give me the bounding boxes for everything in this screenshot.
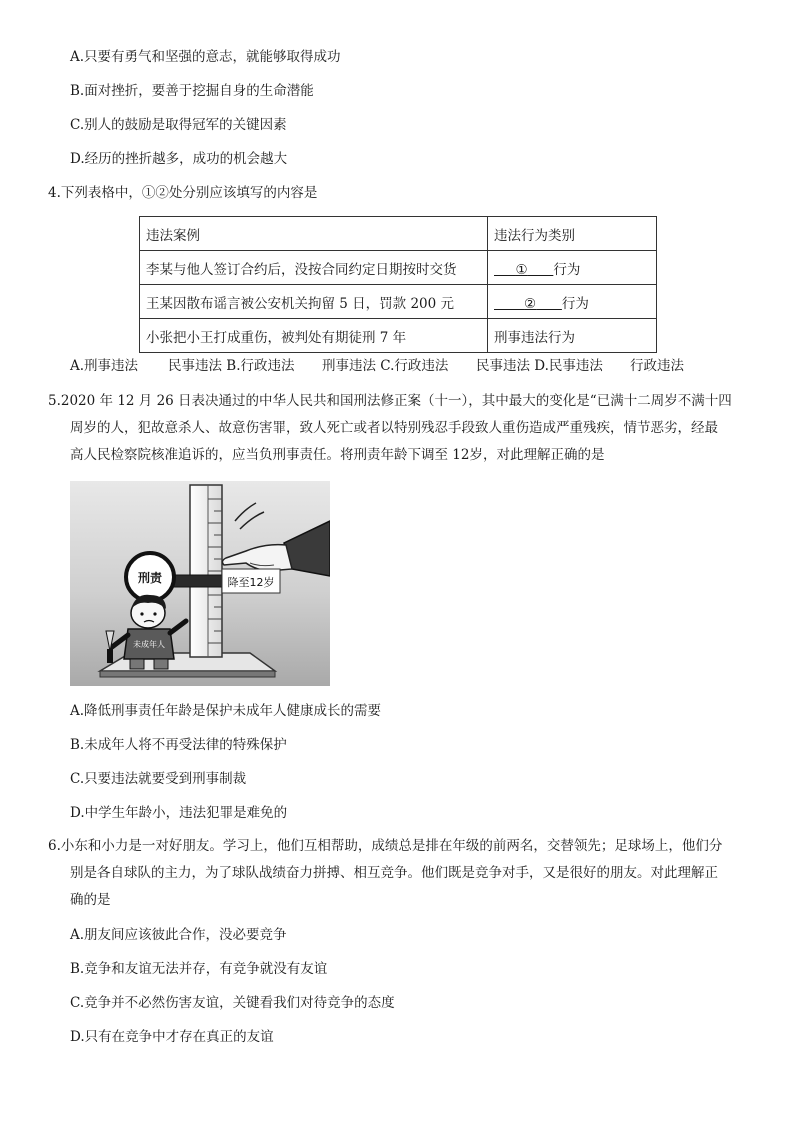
q6-stem-line: 6.小东和小力是一对好朋友。学习上，他们互相帮助，成绩总是排在年级的前两名，交替领先；足球场上，他们分 <box>48 838 723 854</box>
q4-option-part: 行政违法 <box>630 358 684 374</box>
criminal-age-illustration <box>70 481 330 686</box>
q6-stem-line: 别是各自球队的主力，为了球队战绩奋力拼搏、相互竞争。他们既是竞争对手，又是很好的朋友。对此理解正 <box>70 865 718 881</box>
blank-1: ① <box>515 261 528 278</box>
table-cell-case: 王某因散布谣言被公安机关拘留 5 日，罚款 200 元 <box>140 285 488 319</box>
shirt-label: 未成年人 <box>133 640 165 649</box>
table-header: 违法行为类别 <box>488 217 657 251</box>
table-row <box>140 319 657 353</box>
q3-option-c: C.别人的鼓励是取得冠军的关键因素 <box>70 117 287 133</box>
q5-option-a: A.降低刑事责任年龄是保护未成年人健康成长的需要 <box>70 703 382 719</box>
table-cell-case: 小张把小王打成重伤，被判处有期徒刑 7 年 <box>140 319 488 353</box>
q5-option-c: C.只要违法就要受到刑事制裁 <box>70 771 247 787</box>
q3-option-b: B.面对挫折，要善于挖掘自身的生命潜能 <box>70 83 314 99</box>
q4-stem: 4.下列表格中，①②处分别应该填写的内容是 <box>48 185 318 201</box>
q6-option-a: A.朋友间应该彼此合作，没必要竞争 <box>70 927 287 943</box>
illustration <box>70 481 330 686</box>
q4-option-part: 民事违法 B.行政违法 <box>168 358 295 374</box>
q6-option-d: D.只有在竞争中才存在真正的友谊 <box>70 1029 274 1045</box>
arrow-label: 降至12岁 <box>227 576 275 589</box>
badge-label: 刑责 <box>137 571 163 585</box>
q5-stem-line: 周岁的人，犯故意杀人、故意伤害罪，致人死亡或者以特别残忍手段致人重伤造成严重残疾，情节恶劣，经最 <box>70 420 718 436</box>
q5-stem-line: 5.2020 年 12 月 26 日表决通过的中华人民共和国刑法修正案（十一），其中最大的变化是“已满十二周岁不满十四 <box>48 393 732 409</box>
table-row <box>140 251 657 285</box>
table-header: 违法案例 <box>140 217 488 251</box>
table-cell-type: 刑事违法行为 <box>488 319 657 353</box>
blank-2: ② <box>524 295 537 312</box>
table-cell-type: ② 行为 <box>488 285 657 319</box>
law-table <box>139 216 657 353</box>
q4-options <box>70 356 684 376</box>
table-header-row <box>140 217 657 251</box>
q5-stem-line: 高人民检察院核准追诉的，应当负刑事责任。将刑责年龄下调至 12岁，对此理解正确的是 <box>70 447 605 463</box>
q5-option-b: B.未成年人将不再受法律的特殊保护 <box>70 737 287 753</box>
q6-stem-line: 确的是 <box>70 892 111 908</box>
q6-option-b: B.竞争和友谊无法并存，有竞争就没有友谊 <box>70 961 328 977</box>
q4-option-part: 民事违法 D.民事违法 <box>476 358 603 374</box>
table-cell-type: ① 行为 <box>488 251 657 285</box>
q4-option-part: A.刑事违法 <box>70 358 139 374</box>
q3-option-a: A.只要有勇气和坚强的意志，就能够取得成功 <box>70 49 341 65</box>
q5-option-d: D.中学生年龄小，违法犯罪是难免的 <box>70 805 288 821</box>
q4-option-part: 刑事违法 C.行政违法 <box>322 358 449 374</box>
q3-option-d: D.经历的挫折越多，成功的机会越大 <box>70 151 288 167</box>
table-cell-case: 李某与他人签订合约后，没按合同约定日期按时交货 <box>140 251 488 285</box>
table-row <box>140 285 657 319</box>
q6-option-c: C.竞争并不必然伤害友谊，关键看我们对待竞争的态度 <box>70 995 395 1011</box>
